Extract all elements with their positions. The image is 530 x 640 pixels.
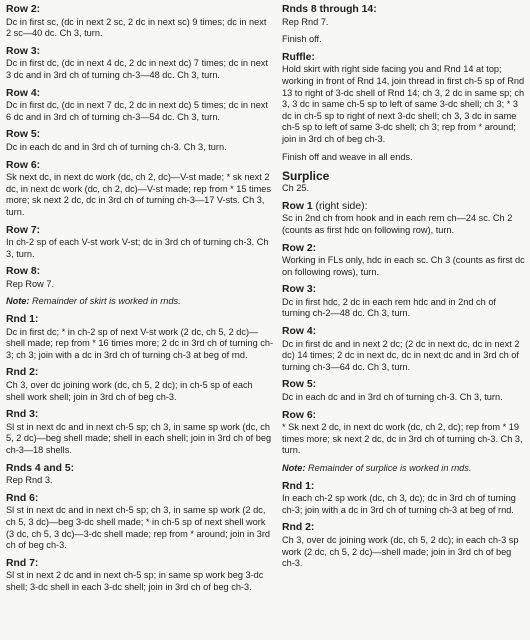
instruction-block: [6, 4, 274, 40]
instruction-block: [282, 410, 526, 457]
block-text: Dc in first sc, (dc in next 2 sc, 2 dc in next sc) 9 times; dc in next 2 sc—40 dc. Ch 3, turn.: [6, 16, 267, 39]
block-heading: Rnd 1:: [6, 314, 39, 326]
block-text: Working in FLs only, hdc in each sc. Ch 3 (counts as first dc on following rows), turn.: [282, 255, 525, 277]
finish-weave-text: Finish off and weave in all ends.: [282, 151, 413, 162]
ruffle-block: [282, 52, 526, 146]
instruction-block: [282, 284, 526, 320]
block-heading: Row 5:: [282, 379, 317, 391]
instruction-block: [6, 160, 274, 219]
block-text: Dc in first dc, (dc in next 7 dc, 2 dc in next dc) 5 times; dc in next 6 dc and in 3rd ch of turning ch-3—54 dc. Ch 3, turn.: [6, 100, 268, 122]
heading-label: Row 1: [282, 200, 313, 212]
instruction-block: [282, 379, 526, 403]
block-heading: Ruffle:: [282, 51, 315, 63]
block-text: Dc in first dc; * in ch-2 sp of next V-st work (2 dc, ch 5, 2 dc)—shell made; rep from * 16 times more; 2 dc in 3rd ch of turning ch-3; ch 3; join with a dc in 3rd ch of turning ch-3 at beg of rnd.: [6, 326, 274, 360]
instruction-block: [282, 522, 526, 569]
block-text: In ch-2 sp of each V-st work V-st; dc in 3rd ch of turning ch-3. Ch 3, turn.: [6, 237, 269, 259]
block-heading: Rnd 2:: [282, 522, 315, 534]
block-heading: Row 4:: [6, 87, 41, 99]
instruction-block: [6, 558, 274, 594]
block-heading: [282, 201, 526, 214]
instruction-block: [282, 481, 526, 517]
block-text: Ch 3, over dc joining work (dc, ch 5, 2 dc); in each ch-3 sp work (2 dc, ch 5, 2 dc)—shell made; join in 3rd ch of beg ch-3.: [282, 534, 519, 569]
instruction-block: [282, 243, 526, 279]
block-heading: Row 5:: [6, 129, 41, 141]
finish-off-text: Finish off.: [282, 34, 322, 45]
left-column: [6, 4, 274, 600]
right-column: [282, 4, 526, 576]
block-heading: Row 2:: [6, 4, 41, 15]
block-heading: Row 7:: [6, 224, 41, 236]
instruction-block: [6, 266, 274, 290]
note-label: Note:: [6, 296, 30, 307]
block-text: Sl st in next dc and in next ch-5 sp; ch 3, in same sp work (dc, ch 5, 2 dc)—beg shell made; shell in each shell; join in 3rd ch of beg ch-3—18 shells.: [6, 421, 272, 455]
instruction-block: [6, 88, 274, 124]
block-heading: Rnd 3:: [6, 409, 39, 421]
block-text: In each ch-2 sp work (dc, ch 3, dc); dc in 3rd ch of turning ch-3; join with a dc in 3rd ch of turning ch-3 at beg of rnd.: [282, 493, 516, 515]
block-text: Sc in 2nd ch from hook and in each rem ch—24 sc. Ch 2 (counts as first hdc on following row), turn.: [282, 213, 513, 235]
block-heading: Rnd 7:: [6, 557, 39, 569]
block-heading: Row 2:: [282, 242, 317, 254]
instruction-block: [6, 367, 274, 403]
instruction-block: [6, 463, 274, 487]
skirt-note: [6, 296, 274, 308]
block-text: Dc in first hdc, 2 dc in each rem hdc and in 2nd ch of turning ch-2—48 dc. Ch 3, turn.: [282, 296, 496, 319]
block-text: Hold skirt with right side facing you and Rnd 14 at top; working in front of Rnd 14, join thread in first ch-5 sp of Rnd 13 to right of 3-dc shell of Rnd 14; ch 3, 2 dc in same sp; ch 3, 3 dc in same ch-5 sp to left of same 3-dc shell; ch 3; * 3 dc in ch-5 sp to right of next 3-dc shell; ch 3, 3 dc in same ch-5 sp to left of same 3-dc shell; ch 3; rep from * around; join in 3rd ch of beg ch-3.: [282, 64, 525, 144]
block-heading: Row 8:: [6, 266, 41, 278]
instruction-block: [6, 46, 274, 82]
block-text: Sl st in next dc and in next ch-5 sp; ch 3, in same sp work (2 dc, ch 5, 3 dc)—beg 3-dc shell made; * in ch-5 sp of next shell work (3 dc, ch 5, 3 dc)—3-dc shell made; rep from * around; join in 3rd ch of beg ch-3.: [6, 505, 271, 551]
instruction-block: [282, 4, 526, 28]
block-text: Rep Row 7.: [6, 278, 55, 289]
block-heading: Rnds 4 and 5:: [6, 462, 75, 474]
block-text: Rep Rnd 3.: [6, 475, 53, 486]
instruction-block: [6, 409, 274, 456]
heading-suffix: (right side):: [312, 200, 368, 212]
block-heading: Rnd 6:: [6, 492, 39, 504]
block-text: Sl st in next 2 dc and in next ch-5 sp; in same sp work beg 3-dc shell; 3-dc shell in each 3-dc shell; join in 3rd ch of beg ch-3.: [6, 570, 264, 592]
section-subtitle: Ch 25.: [282, 183, 310, 194]
block-heading: Rnds 8 through 14:: [282, 4, 377, 15]
instruction-block: [6, 493, 274, 552]
block-heading: Row 6:: [6, 159, 41, 171]
surplice-note: [282, 463, 526, 475]
block-text: Dc in first dc and in next 2 dc; (2 dc in next dc, dc in next 2 dc) 14 times; 2 dc in next dc, dc in next dc and in 3rd ch of turning ch-3—64 dc. Ch 3, turn.: [282, 338, 520, 372]
block-heading: Row 6:: [282, 409, 317, 421]
block-text: Dc in each dc and in 3rd ch of turning ch-3. Ch 3, turn.: [282, 392, 503, 403]
block-text: Ch 3, over dc joining work (dc, ch 5, 2 dc); in ch-5 sp of each shell work shell; join in 3rd ch of beg ch-3.: [6, 380, 253, 402]
block-text: Rep Rnd 7.: [282, 16, 329, 27]
note-text: Remainder of surplice is worked in rnds.: [305, 463, 472, 473]
block-text: * Sk next 2 dc, in next dc work (dc, ch 2, dc); rep from * 19 times more; sk next 2 dc, dc in 3rd ch of turning ch-3. Ch 3, turn.: [282, 422, 523, 456]
instruction-block: [6, 129, 274, 153]
instruction-block: [6, 225, 274, 261]
block-heading: Rnd 2:: [6, 367, 39, 379]
block-heading: Row 3:: [282, 284, 317, 296]
instruction-block: [6, 314, 274, 361]
instruction-block: [282, 201, 526, 237]
block-heading: Row 4:: [282, 326, 317, 338]
note-label: Note:: [282, 463, 306, 473]
block-heading: Row 3:: [6, 45, 41, 57]
block-text: Dc in first dc, (dc in next 4 dc, 2 dc in next dc) 7 times; dc in next 3 dc and in 3rd ch of turning ch-3—48 dc. Ch 3, turn.: [6, 58, 268, 80]
section-title: Surplice: [282, 169, 330, 184]
block-text: Dc in each dc and in 3rd ch of turning ch-3. Ch 3, turn.: [6, 141, 227, 152]
block-text: Sk next dc, in next dc work (dc, ch 2, dc)—V-st made; * sk next 2 dc, in next dc work (dc, ch 2, dc)—V-st made; rep from * 15 times more; sk next 2 dc, dc in 3rd ch of turning ch-3—17 V-sts. Ch 3, turn.: [6, 172, 272, 217]
block-heading: Rnd 1:: [282, 480, 315, 492]
note-text: Remainder of skirt is worked in rnds.: [29, 296, 181, 307]
instruction-block: [282, 326, 526, 373]
